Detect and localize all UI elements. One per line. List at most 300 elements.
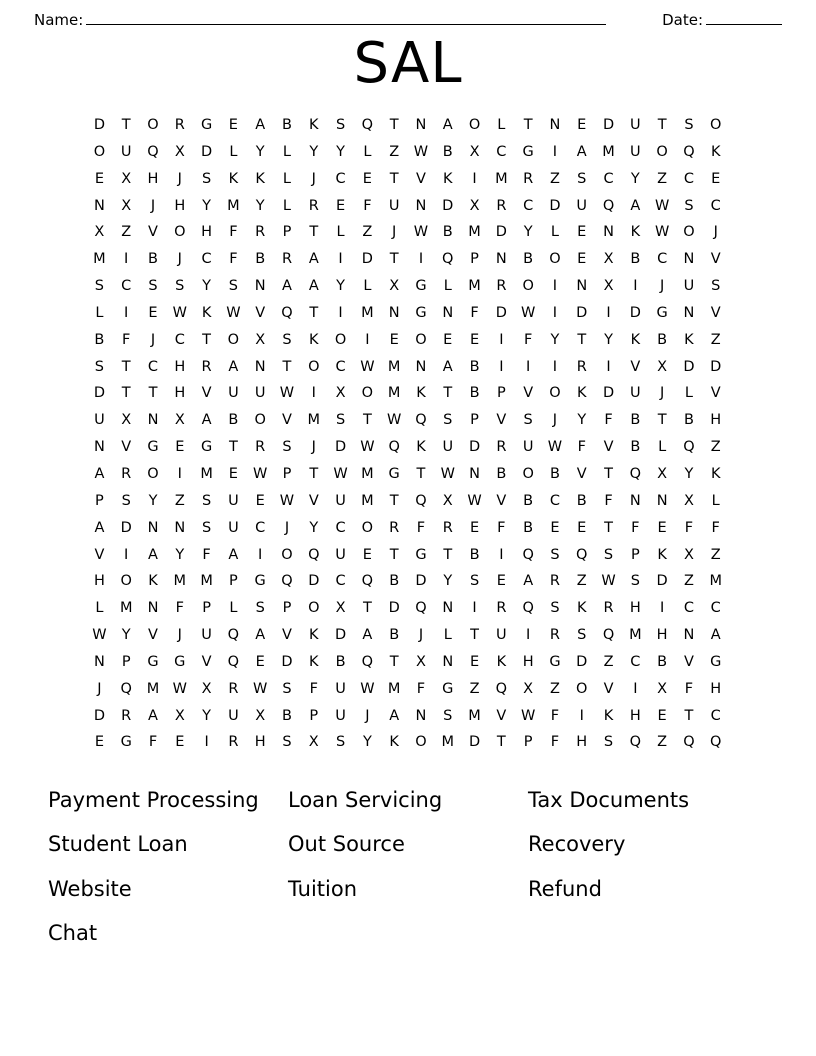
grid-cell[interactable]: P: [282, 600, 292, 617]
grid-cell[interactable]: X: [174, 707, 185, 724]
grid-cell[interactable]: X: [201, 680, 212, 697]
grid-cell[interactable]: W: [279, 492, 295, 509]
grid-cell[interactable]: N: [629, 492, 641, 509]
grid-cell[interactable]: H: [656, 627, 668, 644]
grid-cell[interactable]: A: [94, 519, 105, 536]
grid-cell[interactable]: M: [629, 627, 642, 644]
grid-cell[interactable]: E: [577, 224, 587, 241]
grid-cell[interactable]: F: [631, 519, 640, 536]
grid-cell[interactable]: G: [710, 653, 722, 670]
grid-cell[interactable]: J: [659, 385, 665, 402]
grid-cell[interactable]: T: [148, 385, 158, 402]
grid-cell[interactable]: G: [174, 653, 186, 670]
grid-cell[interactable]: E: [255, 492, 265, 509]
grid-cell[interactable]: D: [468, 734, 481, 751]
grid-cell[interactable]: O: [361, 519, 374, 536]
grid-cell[interactable]: H: [174, 358, 186, 375]
grid-cell[interactable]: Z: [174, 492, 185, 509]
grid-cell[interactable]: Z: [469, 680, 480, 697]
grid-cell[interactable]: E: [443, 331, 453, 348]
grid-cell[interactable]: G: [254, 573, 266, 590]
grid-cell[interactable]: N: [415, 117, 427, 133]
grid-cell[interactable]: J: [713, 224, 718, 241]
grid-cell[interactable]: M: [173, 573, 187, 590]
grid-cell[interactable]: B: [683, 412, 694, 429]
grid-cell[interactable]: A: [308, 251, 319, 268]
grid-cell[interactable]: T: [604, 465, 613, 482]
grid-cell[interactable]: D: [334, 627, 347, 644]
grid-cell[interactable]: W: [172, 680, 187, 697]
grid-cell[interactable]: W: [360, 680, 375, 697]
grid-cell[interactable]: N: [147, 600, 159, 617]
grid-cell[interactable]: U: [335, 680, 346, 697]
grid-cell[interactable]: F: [684, 519, 694, 536]
grid-cell[interactable]: L: [363, 143, 372, 160]
grid-cell[interactable]: B: [282, 707, 292, 724]
grid-cell[interactable]: D: [549, 197, 561, 214]
grid-cell[interactable]: B: [469, 385, 480, 402]
grid-cell[interactable]: S: [201, 170, 212, 187]
grid-cell[interactable]: K: [309, 627, 319, 644]
grid-cell[interactable]: D: [93, 385, 105, 402]
grid-cell[interactable]: N: [388, 304, 400, 321]
grid-cell[interactable]: P: [121, 653, 131, 670]
grid-cell[interactable]: F: [604, 412, 613, 429]
grid-cell[interactable]: D: [93, 707, 105, 724]
grid-cell[interactable]: U: [335, 707, 346, 724]
grid-cell[interactable]: T: [523, 117, 533, 133]
grid-cell[interactable]: W: [253, 465, 268, 482]
grid-cell[interactable]: Y: [202, 278, 212, 295]
grid-cell[interactable]: N: [603, 224, 614, 241]
grid-cell[interactable]: K: [148, 573, 158, 590]
grid-cell[interactable]: Q: [442, 251, 454, 268]
grid-cell[interactable]: U: [630, 143, 641, 160]
grid-cell[interactable]: R: [281, 251, 293, 268]
grid-cell[interactable]: D: [576, 653, 588, 670]
grid-cell[interactable]: T: [389, 546, 399, 563]
grid-cell[interactable]: X: [415, 653, 426, 670]
grid-cell[interactable]: Z: [710, 546, 721, 563]
grid-cell[interactable]: X: [442, 492, 453, 509]
grid-cell[interactable]: N: [469, 465, 480, 482]
grid-cell[interactable]: K: [630, 331, 641, 348]
grid-cell[interactable]: S: [282, 734, 292, 751]
grid-cell[interactable]: D: [442, 197, 454, 214]
grid-cell[interactable]: N: [576, 278, 588, 295]
grid-cell[interactable]: I: [472, 600, 477, 617]
grid-cell[interactable]: P: [470, 251, 479, 268]
grid-cell[interactable]: J: [150, 197, 156, 214]
grid-cell[interactable]: D: [415, 573, 427, 590]
grid-cell[interactable]: A: [148, 546, 158, 563]
grid-cell[interactable]: H: [629, 707, 641, 724]
grid-cell[interactable]: Y: [336, 143, 345, 160]
grid-cell[interactable]: L: [658, 439, 667, 456]
grid-cell[interactable]: Y: [148, 492, 158, 509]
word-list-item[interactable]: Tax Documents: [528, 788, 690, 812]
grid-cell[interactable]: O: [683, 224, 695, 241]
grid-cell[interactable]: E: [577, 251, 587, 268]
grid-cell[interactable]: M: [468, 278, 481, 295]
grid-cell[interactable]: N: [415, 707, 427, 724]
grid-cell[interactable]: Q: [120, 680, 132, 697]
grid-cell[interactable]: W: [413, 224, 429, 241]
grid-cell[interactable]: K: [201, 304, 212, 321]
grid-cell[interactable]: S: [175, 278, 185, 295]
grid-cell[interactable]: Y: [443, 573, 453, 590]
grid-cell[interactable]: B: [228, 412, 239, 429]
grid-cell[interactable]: Y: [630, 170, 640, 187]
grid-cell[interactable]: N: [656, 492, 668, 509]
grid-cell[interactable]: N: [495, 251, 507, 268]
word-list-item[interactable]: Student Loan: [48, 832, 188, 857]
grid-cell[interactable]: V: [683, 653, 694, 670]
grid-cell[interactable]: R: [228, 734, 239, 751]
grid-cell[interactable]: E: [175, 734, 185, 751]
grid-cell[interactable]: Z: [362, 224, 373, 241]
grid-cell[interactable]: L: [684, 385, 693, 402]
grid-cell[interactable]: E: [148, 304, 158, 321]
grid-cell[interactable]: J: [365, 707, 370, 724]
grid-cell[interactable]: O: [93, 143, 106, 160]
grid-cell[interactable]: M: [361, 492, 374, 509]
grid-cell[interactable]: K: [496, 653, 507, 670]
grid-cell[interactable]: B: [630, 412, 641, 429]
grid-cell[interactable]: Z: [657, 734, 668, 751]
grid-cell[interactable]: S: [469, 573, 480, 590]
grid-cell[interactable]: S: [335, 412, 346, 429]
grid-cell[interactable]: B: [523, 492, 534, 509]
grid-cell[interactable]: B: [389, 627, 400, 644]
grid-cell[interactable]: W: [520, 707, 536, 724]
grid-cell[interactable]: I: [633, 278, 638, 295]
grid-cell[interactable]: T: [389, 492, 399, 509]
grid-cell[interactable]: R: [603, 600, 614, 617]
grid-cell[interactable]: N: [415, 358, 427, 375]
grid-cell[interactable]: M: [468, 224, 481, 241]
grid-cell[interactable]: G: [442, 680, 454, 697]
grid-cell[interactable]: G: [522, 143, 534, 160]
grid-cell[interactable]: U: [335, 492, 346, 509]
grid-cell[interactable]: X: [121, 170, 132, 187]
grid-cell[interactable]: C: [255, 519, 266, 536]
grid-cell[interactable]: E: [469, 331, 480, 348]
grid-cell[interactable]: Q: [629, 734, 642, 751]
grid-cell[interactable]: Y: [309, 519, 319, 536]
grid-cell[interactable]: J: [552, 412, 558, 429]
grid-cell[interactable]: R: [549, 627, 560, 644]
word-search-grid[interactable]: [86, 112, 730, 756]
grid-cell[interactable]: W: [253, 680, 268, 697]
grid-cell[interactable]: S: [523, 412, 533, 429]
grid-cell[interactable]: E: [711, 170, 721, 187]
grid-cell[interactable]: S: [282, 439, 292, 456]
grid-cell[interactable]: G: [200, 439, 213, 456]
grid-cell[interactable]: U: [201, 627, 212, 644]
grid-cell[interactable]: I: [418, 251, 424, 268]
grid-cell[interactable]: J: [177, 251, 182, 268]
grid-cell[interactable]: Y: [255, 197, 265, 214]
grid-cell[interactable]: F: [577, 439, 586, 456]
grid-cell[interactable]: C: [523, 197, 534, 214]
grid-cell[interactable]: F: [684, 680, 694, 697]
grid-cell[interactable]: A: [630, 197, 641, 214]
grid-cell[interactable]: C: [710, 600, 721, 617]
grid-cell[interactable]: J: [150, 331, 156, 348]
grid-cell[interactable]: B: [255, 251, 266, 268]
grid-cell[interactable]: C: [335, 519, 346, 536]
grid-cell[interactable]: O: [415, 734, 427, 751]
grid-cell[interactable]: M: [146, 680, 160, 697]
grid-cell[interactable]: G: [415, 304, 427, 321]
grid-cell[interactable]: P: [496, 385, 506, 402]
grid-cell[interactable]: K: [576, 600, 587, 617]
grid-cell[interactable]: R: [228, 680, 239, 697]
grid-cell[interactable]: V: [282, 627, 292, 644]
grid-cell[interactable]: U: [630, 117, 641, 133]
grid-cell[interactable]: M: [119, 600, 133, 617]
word-list-item[interactable]: Chat: [48, 921, 98, 946]
grid-cell[interactable]: O: [710, 117, 722, 133]
grid-cell[interactable]: E: [469, 519, 480, 536]
grid-cell[interactable]: Z: [121, 224, 132, 241]
grid-cell[interactable]: T: [577, 331, 587, 348]
grid-cell[interactable]: Q: [522, 546, 534, 563]
grid-cell[interactable]: O: [522, 465, 534, 482]
grid-cell[interactable]: W: [440, 465, 455, 482]
grid-cell[interactable]: B: [442, 224, 453, 241]
grid-cell[interactable]: D: [468, 439, 481, 456]
grid-cell[interactable]: V: [121, 439, 132, 456]
grid-cell[interactable]: I: [499, 358, 504, 375]
grid-cell[interactable]: O: [361, 385, 374, 402]
grid-cell[interactable]: P: [95, 492, 104, 509]
grid-cell[interactable]: L: [336, 224, 345, 241]
grid-cell[interactable]: E: [255, 653, 265, 670]
grid-cell[interactable]: F: [497, 519, 506, 536]
grid-cell[interactable]: T: [228, 439, 238, 456]
grid-cell[interactable]: H: [147, 170, 159, 187]
grid-cell[interactable]: F: [309, 680, 318, 697]
grid-cell[interactable]: B: [469, 546, 480, 563]
grid-cell[interactable]: S: [282, 680, 292, 697]
grid-cell[interactable]: O: [522, 278, 534, 295]
grid-cell[interactable]: S: [550, 600, 560, 617]
grid-cell[interactable]: F: [470, 304, 479, 321]
grid-cell[interactable]: A: [148, 707, 158, 724]
grid-cell[interactable]: C: [683, 170, 694, 187]
grid-cell[interactable]: L: [229, 143, 238, 160]
grid-cell[interactable]: T: [121, 117, 131, 133]
grid-cell[interactable]: K: [630, 224, 641, 241]
grid-cell[interactable]: A: [255, 627, 266, 644]
grid-cell[interactable]: S: [550, 546, 560, 563]
grid-cell[interactable]: D: [495, 224, 507, 241]
grid-cell[interactable]: T: [389, 251, 399, 268]
grid-cell[interactable]: E: [577, 117, 587, 133]
grid-cell[interactable]: S: [443, 707, 453, 724]
grid-cell[interactable]: K: [684, 331, 694, 348]
grid-cell[interactable]: R: [496, 600, 507, 617]
grid-cell[interactable]: R: [255, 439, 266, 456]
grid-cell[interactable]: A: [362, 627, 373, 644]
grid-cell[interactable]: C: [121, 278, 132, 295]
grid-cell[interactable]: P: [309, 707, 319, 724]
grid-cell[interactable]: B: [657, 653, 668, 670]
grid-cell[interactable]: B: [523, 251, 534, 268]
grid-cell[interactable]: Q: [415, 412, 427, 429]
grid-cell[interactable]: R: [255, 224, 266, 241]
grid-cell[interactable]: Z: [549, 170, 560, 187]
grid-cell[interactable]: K: [309, 331, 319, 348]
grid-cell[interactable]: T: [604, 519, 613, 536]
grid-cell[interactable]: P: [202, 600, 211, 617]
grid-cell[interactable]: Y: [175, 546, 185, 563]
grid-cell[interactable]: C: [630, 653, 641, 670]
grid-cell[interactable]: W: [333, 465, 348, 482]
grid-cell[interactable]: O: [254, 412, 266, 429]
grid-cell[interactable]: I: [124, 546, 129, 563]
grid-cell[interactable]: N: [683, 251, 695, 268]
grid-cell[interactable]: H: [710, 680, 722, 697]
grid-cell[interactable]: M: [387, 680, 401, 697]
word-list-item[interactable]: Out Source: [288, 832, 405, 857]
grid-cell[interactable]: W: [172, 304, 187, 321]
grid-cell[interactable]: M: [709, 573, 722, 590]
grid-cell[interactable]: D: [120, 519, 132, 536]
grid-cell[interactable]: S: [94, 278, 104, 295]
grid-cell[interactable]: U: [522, 439, 534, 456]
grid-cell[interactable]: W: [92, 627, 107, 644]
grid-cell[interactable]: R: [389, 519, 400, 536]
grid-cell[interactable]: O: [174, 224, 186, 241]
grid-cell[interactable]: Q: [683, 143, 695, 160]
grid-cell[interactable]: X: [255, 331, 266, 348]
grid-cell[interactable]: R: [496, 197, 507, 214]
grid-cell[interactable]: Q: [710, 734, 722, 751]
grid-cell[interactable]: J: [177, 170, 182, 187]
grid-cell[interactable]: H: [174, 385, 186, 402]
grid-cell[interactable]: D: [201, 143, 213, 160]
grid-cell[interactable]: L: [550, 224, 559, 241]
grid-cell[interactable]: W: [360, 358, 375, 375]
grid-cell[interactable]: V: [496, 412, 507, 429]
grid-cell[interactable]: N: [683, 627, 695, 644]
grid-cell[interactable]: F: [550, 707, 560, 724]
grid-cell[interactable]: F: [122, 331, 131, 348]
grid-cell[interactable]: R: [496, 439, 507, 456]
grid-cell[interactable]: P: [229, 573, 238, 590]
grid-cell[interactable]: U: [388, 197, 400, 214]
grid-cell[interactable]: I: [311, 385, 316, 402]
grid-cell[interactable]: O: [656, 143, 668, 160]
date-input-blank[interactable]: [706, 11, 782, 25]
grid-cell[interactable]: O: [468, 117, 481, 133]
grid-cell[interactable]: A: [201, 412, 212, 429]
grid-cell[interactable]: T: [416, 465, 426, 482]
grid-cell[interactable]: E: [657, 707, 667, 724]
grid-cell[interactable]: D: [576, 304, 588, 321]
grid-cell[interactable]: S: [711, 278, 721, 295]
grid-cell[interactable]: V: [148, 627, 158, 644]
grid-cell[interactable]: M: [361, 465, 374, 482]
grid-cell[interactable]: M: [307, 412, 321, 429]
grid-cell[interactable]: R: [496, 278, 507, 295]
grid-cell[interactable]: T: [389, 653, 399, 670]
grid-cell[interactable]: X: [469, 197, 480, 214]
grid-cell[interactable]: L: [229, 600, 238, 617]
grid-cell[interactable]: F: [711, 519, 720, 536]
grid-cell[interactable]: D: [602, 385, 615, 402]
grid-cell[interactable]: S: [121, 492, 131, 509]
grid-cell[interactable]: S: [282, 331, 292, 348]
grid-cell[interactable]: X: [308, 734, 319, 751]
grid-cell[interactable]: V: [710, 304, 721, 321]
grid-cell[interactable]: I: [633, 680, 638, 697]
grid-cell[interactable]: D: [495, 304, 507, 321]
grid-cell[interactable]: G: [388, 465, 400, 482]
grid-cell[interactable]: V: [576, 465, 587, 482]
grid-cell[interactable]: L: [95, 304, 104, 321]
grid-cell[interactable]: X: [657, 358, 668, 375]
grid-cell[interactable]: W: [654, 197, 670, 214]
grid-cell[interactable]: I: [124, 304, 129, 321]
grid-cell[interactable]: O: [147, 117, 159, 133]
grid-cell[interactable]: Z: [549, 680, 560, 697]
grid-cell[interactable]: W: [601, 573, 616, 590]
grid-cell[interactable]: C: [683, 600, 694, 617]
word-list-item[interactable]: Recovery: [528, 832, 626, 857]
grid-cell[interactable]: M: [468, 707, 481, 724]
grid-cell[interactable]: B: [94, 331, 105, 348]
grid-cell[interactable]: V: [496, 492, 507, 509]
grid-cell[interactable]: L: [443, 278, 452, 295]
grid-cell[interactable]: S: [684, 197, 694, 214]
word-list-item[interactable]: Tuition: [288, 876, 358, 901]
grid-cell[interactable]: Y: [309, 143, 319, 160]
grid-cell[interactable]: X: [174, 143, 185, 160]
grid-cell[interactable]: O: [549, 385, 561, 402]
grid-cell[interactable]: X: [174, 412, 185, 429]
grid-cell[interactable]: X: [657, 680, 668, 697]
grid-cell[interactable]: M: [495, 170, 508, 187]
grid-cell[interactable]: C: [335, 358, 346, 375]
grid-cell[interactable]: T: [362, 412, 372, 429]
grid-cell[interactable]: N: [415, 197, 427, 214]
grid-cell[interactable]: L: [282, 197, 292, 214]
grid-cell[interactable]: Y: [121, 627, 131, 644]
grid-cell[interactable]: H: [254, 734, 266, 751]
grid-cell[interactable]: J: [418, 627, 424, 644]
grid-cell[interactable]: S: [443, 412, 453, 429]
grid-cell[interactable]: B: [442, 143, 453, 160]
grid-cell[interactable]: O: [549, 251, 561, 268]
grid-cell[interactable]: F: [175, 600, 184, 617]
grid-cell[interactable]: O: [227, 331, 240, 348]
grid-cell[interactable]: Q: [281, 573, 293, 590]
grid-cell[interactable]: V: [710, 385, 721, 402]
grid-cell[interactable]: A: [442, 117, 453, 133]
grid-cell[interactable]: I: [472, 170, 477, 187]
grid-cell[interactable]: D: [334, 439, 347, 456]
grid-cell[interactable]: C: [174, 331, 185, 348]
grid-cell[interactable]: H: [710, 412, 722, 429]
grid-cell[interactable]: W: [547, 439, 563, 456]
grid-cell[interactable]: U: [228, 492, 239, 509]
grid-cell[interactable]: T: [389, 117, 399, 133]
grid-cell[interactable]: I: [579, 707, 584, 724]
